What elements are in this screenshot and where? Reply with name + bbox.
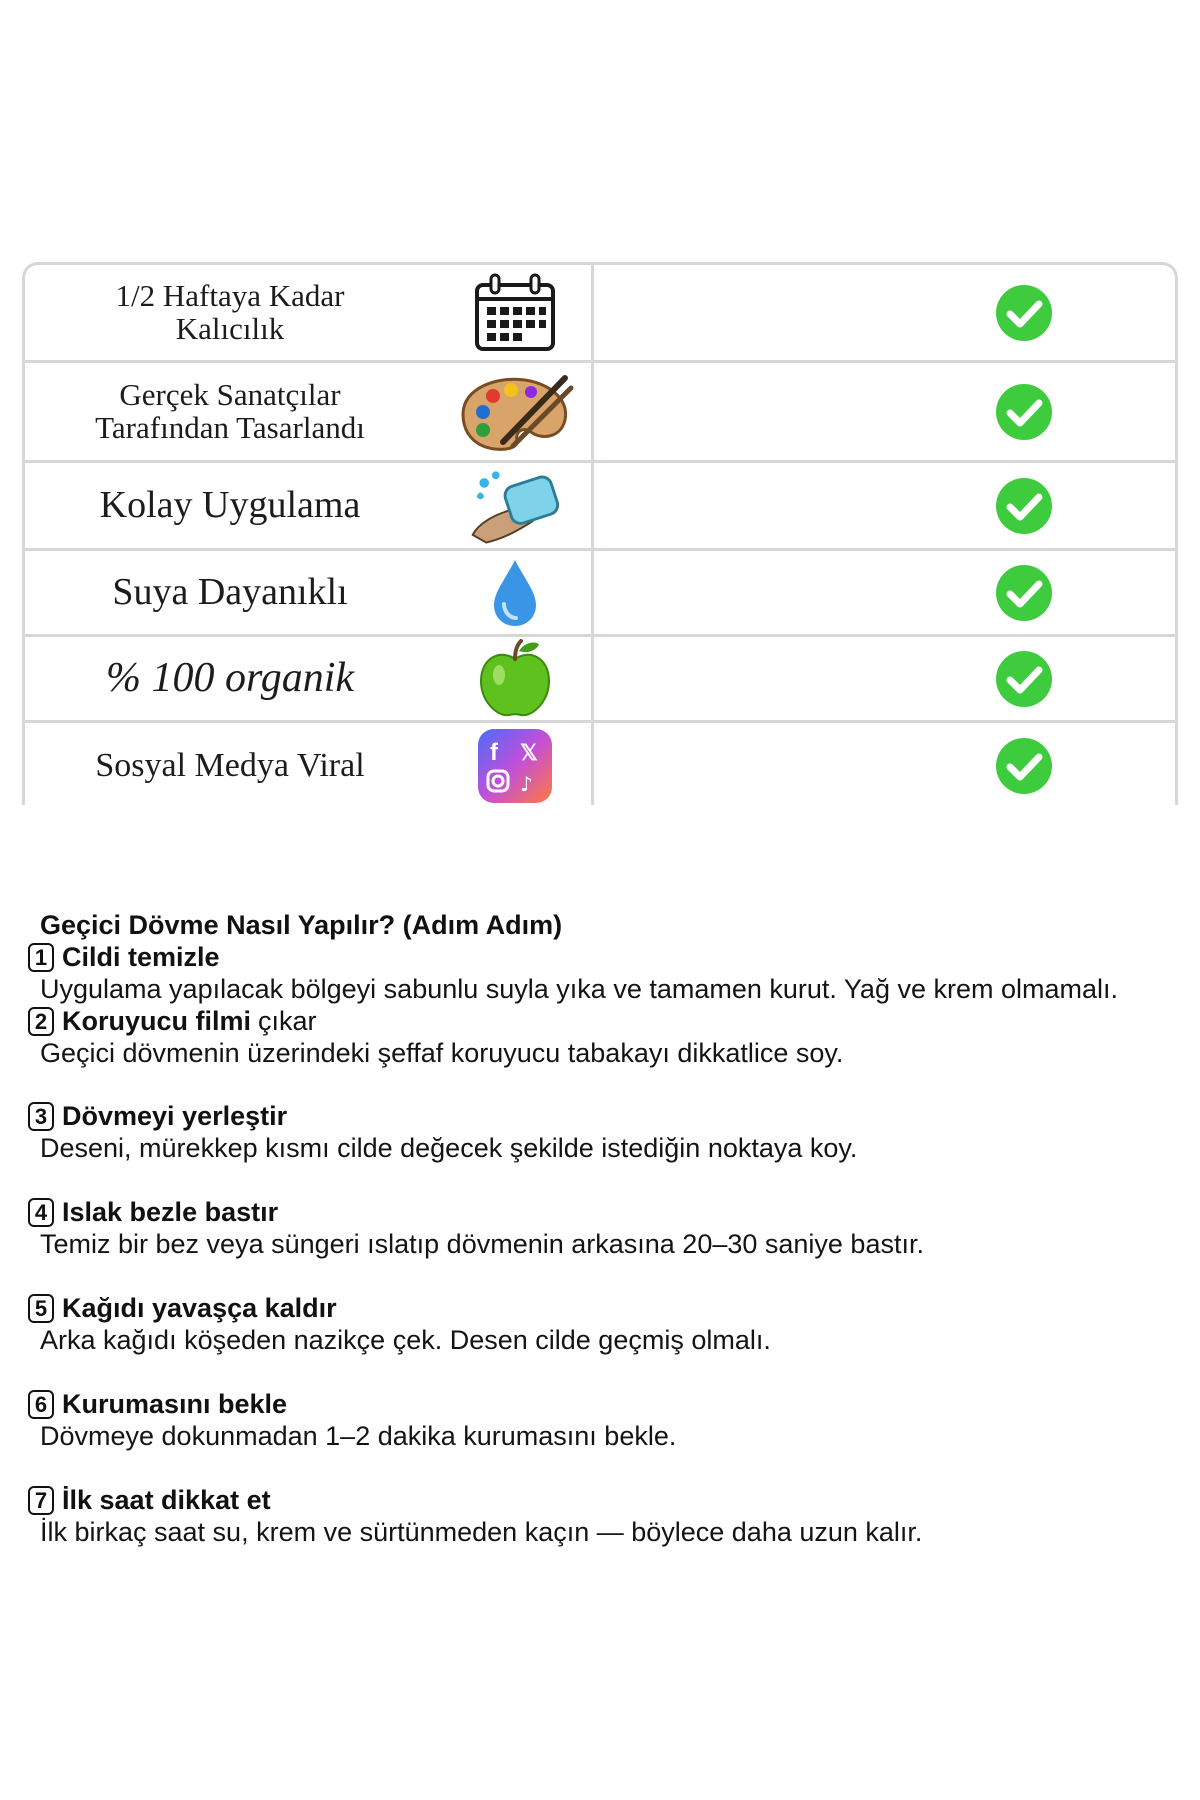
feature-label	[25, 551, 435, 634]
feature-row-social-viral	[25, 723, 1175, 805]
step-description: İlk birkaç saat su, krem ve sürtünmeden kaçın — böylece daha uzun kalır.	[40, 1517, 923, 1547]
feature-label-line: Kalıcılık	[175, 310, 285, 346]
feature-label-line: Gerçek Sanatçılar	[119, 376, 341, 412]
step-number-badge: 4	[28, 1198, 54, 1227]
step-number-badge: 7	[28, 1486, 54, 1515]
feature-row-waterproof	[25, 551, 1175, 637]
feature-label-line: Sosyal Medya Viral	[95, 746, 365, 784]
feature-label-line: Kolay Uygulama	[99, 483, 361, 526]
check-icon	[995, 650, 1053, 708]
check-icon	[995, 284, 1053, 342]
step-title: Kağıdı yavaşça kaldır	[62, 1293, 337, 1323]
step-title-suffix: çıkar	[258, 1006, 317, 1036]
water-drop-icon	[465, 551, 565, 635]
green-apple-icon	[465, 637, 565, 721]
step-number-badge: 2	[28, 1007, 54, 1036]
feature-label-line: Tarafından Tasarlandı	[95, 409, 365, 445]
step-title: Dövmeyi yerleştir	[62, 1101, 288, 1131]
check-icon	[995, 564, 1053, 622]
feature-row-artists	[25, 363, 1175, 463]
feature-label-line: % 100 organik	[105, 655, 355, 702]
step-description: Uygulama yapılacak bölgeyi sabunlu suyla yıka ve tamamen kurut. Yağ ve krem olmamalı.	[40, 974, 1119, 1004]
step-description: Dövmeye dokunmadan 1–2 dakika kurumasını bekle.	[40, 1421, 677, 1451]
step-heading	[28, 1101, 287, 1132]
feature-label	[25, 723, 435, 805]
check-icon	[995, 477, 1053, 535]
svg-text:♪: ♪	[520, 771, 533, 796]
social-media-icon	[465, 724, 565, 806]
step-title: Kurumasını bekle	[62, 1389, 288, 1419]
feature-label	[25, 463, 435, 548]
step-title: Koruyucu filmi	[62, 1006, 252, 1036]
step-heading	[28, 1389, 287, 1420]
step-heading	[28, 1006, 317, 1037]
calendar-icon	[465, 271, 565, 355]
wet-sponge-icon	[465, 464, 565, 548]
svg-text:𝕏: 𝕏	[520, 739, 538, 765]
step-heading	[28, 1197, 278, 1228]
step-title: Islak bezle bastır	[62, 1197, 279, 1227]
step-title: İlk saat dikkat et	[62, 1485, 271, 1515]
svg-text:f: f	[490, 738, 498, 766]
feature-row-organic	[25, 637, 1175, 723]
check-icon	[995, 383, 1053, 441]
step-heading	[28, 942, 220, 973]
step-description: Deseni, mürekkep kısmı cilde değecek şekilde istediğin noktaya koy.	[40, 1133, 858, 1163]
check-icon	[995, 737, 1053, 795]
feature-row-easy-application	[25, 463, 1175, 551]
step-title: Cildi temizle	[62, 942, 220, 972]
step-number-badge: 3	[28, 1102, 54, 1131]
step-description: Arka kağıdı köşeden nazikçe çek. Desen cilde geçmiş olmalı.	[40, 1325, 771, 1355]
feature-label	[25, 637, 435, 720]
step-number-badge: 6	[28, 1390, 54, 1419]
step-description: Temiz bir bez veya süngeri ıslatıp dövmenin arkasına 20–30 saniye bastır.	[40, 1229, 924, 1259]
step-description: Geçici dövmenin üzerindeki şeffaf koruyucu tabakayı dikkatlice soy.	[40, 1038, 844, 1068]
feature-row-permanence	[25, 265, 1175, 363]
feature-label-line: 1/2 Haftaya Kadar	[115, 277, 345, 313]
step-number-badge: 5	[28, 1294, 54, 1323]
step-number-badge: 1	[28, 943, 54, 972]
paint-palette-icon	[453, 370, 577, 454]
feature-table	[22, 262, 1178, 805]
feature-label	[25, 265, 435, 360]
feature-label	[25, 363, 435, 460]
step-heading	[28, 1293, 337, 1324]
guide-title: Geçici Dövme Nasıl Yapılır? (Adım Adım)	[40, 910, 563, 940]
feature-label-line: Suya Dayanıklı	[112, 570, 348, 613]
step-heading	[28, 1485, 271, 1516]
